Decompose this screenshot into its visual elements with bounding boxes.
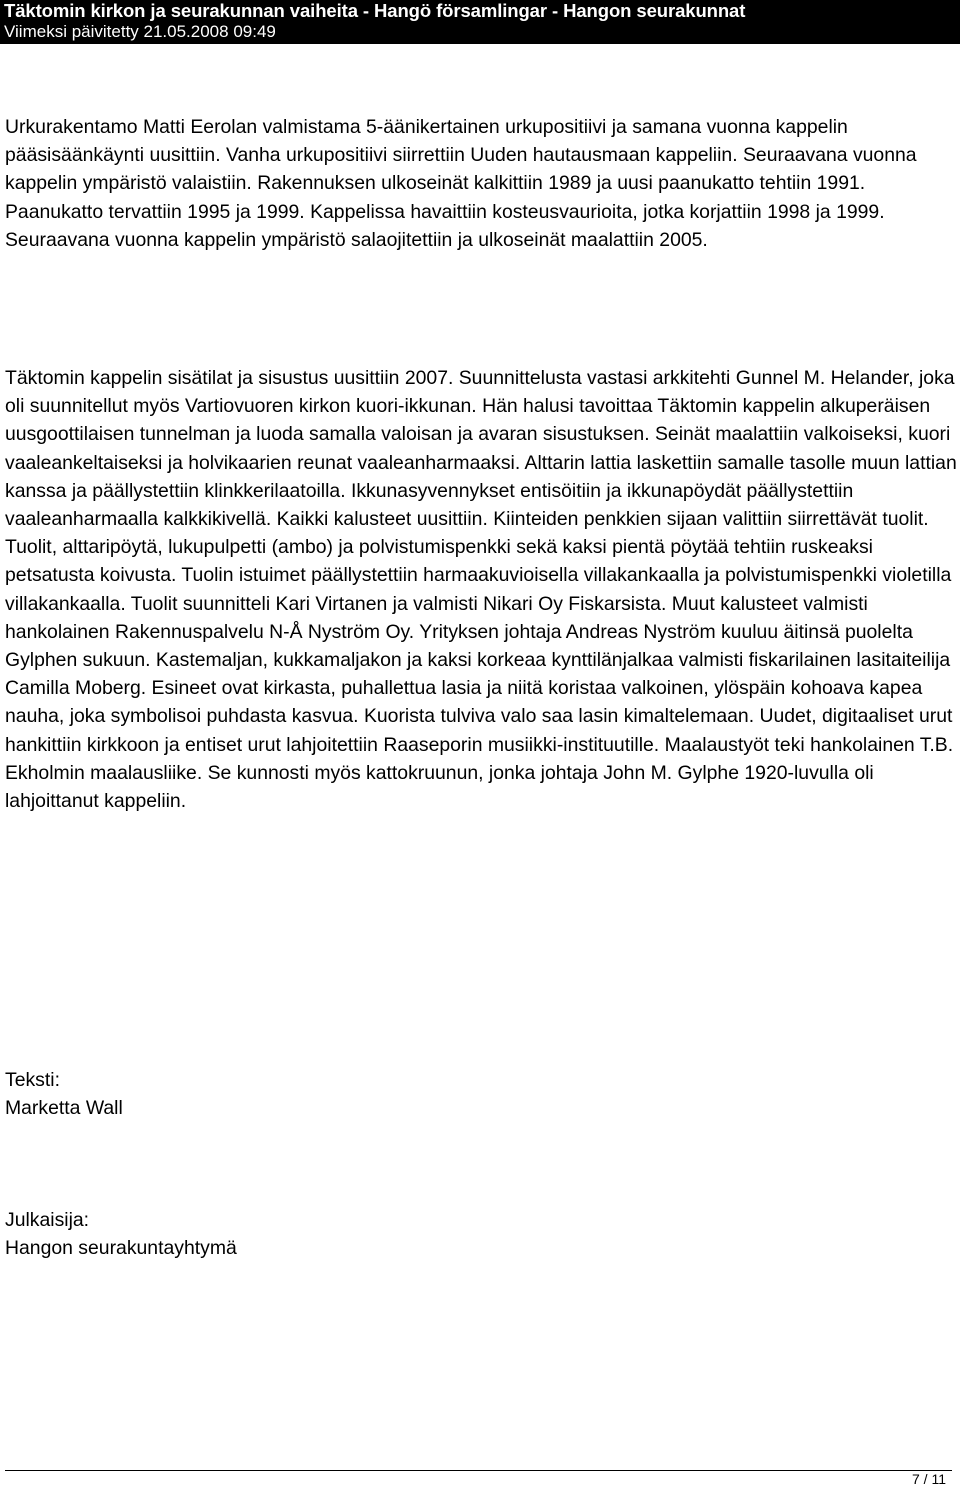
author-credit — [5, 1066, 123, 1122]
publisher-name: Hangon seurakuntayhtymä — [5, 1237, 237, 1259]
page-number: 7 / 11 — [912, 1471, 946, 1487]
author-label: Teksti: — [5, 1069, 60, 1091]
author-name: Marketta Wall — [5, 1097, 123, 1119]
publisher-label: Julkaisija: — [5, 1209, 90, 1231]
body-paragraph-2: Täktomin kappelin sisätilat ja sisustus uusittiin 2007. Suunnittelusta vastasi arkkitehti Gunnel M. Helander, joka oli suunnitellut myös Vartiovuoren kirkon kuori-ikkunan. Hän halusi tavoittaa Täktomin kappelin alkuperäisen uusgoottilaisen tunnelman ja luoda samalla valoisan ja avaran sisustuksen. Seinät maalattiin valkoiseksi, kuori vaaleankeltaiseksi ja holvikaarien reunat vaaleanharmaaksi. Alttarin lattia laskettiin samalle tasolle muun lattian kanssa ja päällystettiin klinkkerilaatoilla. Ikkunasyvennykset entisöitiin ja ikkunapöydät päällystettiin vaaleanharmaalla kalkkikivellä. Kaikki kalusteet uusittiin. Kiinteiden penkkien sijaan valittiin siirrettävät tuolit. Tuolit, alttaripöytä, lukupulpetti (ambo) ja polvistumispenkki sekä kaksi pientä pöytää tehtiin ruskeaksi petsatusta koivusta. Tuolin istuimet päällystettiin harmaakuvioisella villakankaalla ja polvistumispenkki violetilla villakankaalla. Tuolit suunnitteli Kari Virtanen ja valmisti Nikari Oy Fiskarsista. Muut kalusteet valmisti hankolainen Rakennuspalvelu N-Å Nyström Oy. Yrityksen johtaja Andreas Nyström kuuluu äitinsä puolelta Gylphen sukuun. Kastemaljan, kukkamaljakon ja kaksi korkeaa kynttilänjalkaa valmisti fiskarilainen lasitaiteilija Camilla Moberg. Esineet ovat kirkasta, puhallettua lasia ja niitä koristaa valkoinen, ylöspäin kohoava kapea nauha, joka symbolisoi puhdasta kasvua. Kuorista tulviva valo saa lasin kimaltelemaan. Uudet, digitaaliset urut hankittiin kirkkoon ja entiset urut lahjoitettiin Raaseporin musiikki-instituutille. Maalaustyöt teki hankolainen T.B. Ekholmin maalausliike. Se kunnosti myös kattokruunun, jonka johtaja John M. Gylphe 1920-luvulla oli lahjoittanut kappeliin. — [5, 367, 957, 813]
publisher-credit — [5, 1206, 237, 1262]
footer-divider — [5, 1470, 952, 1471]
document-header — [0, 0, 960, 44]
last-updated-text: Viimeksi päivitetty 21.05.2008 09:49 — [4, 22, 276, 41]
body-paragraph-1: Urkurakentamo Matti Eerolan valmistama 5-äänikertainen urkupositiivi ja samana vuonna kappelin pääsisäänkäynti uusittiin. Vanha urkupositiivi siirrettiin Uuden hautausmaan kappeliin. Seuraavana vuonna kappelin ympäristö valaistiin. Rakennuksen ulkoseinät kalkittiin 1989 ja uusi paanukatto tehtiin 1991. Paanukatto tervattiin 1995 ja 1999. Kappelissa havaittiin kosteusvaurioita, jotka korjattiin 1998 ja 1999. Seuraavana vuonna kappelin ympäristö salaojitettiin ja ulkoseinät maalattiin 2005. — [5, 116, 917, 251]
document-title: Täktomin kirkon ja seurakunnan vaiheita - Hangö församlingar - Hangon seurakunnat — [4, 0, 746, 21]
